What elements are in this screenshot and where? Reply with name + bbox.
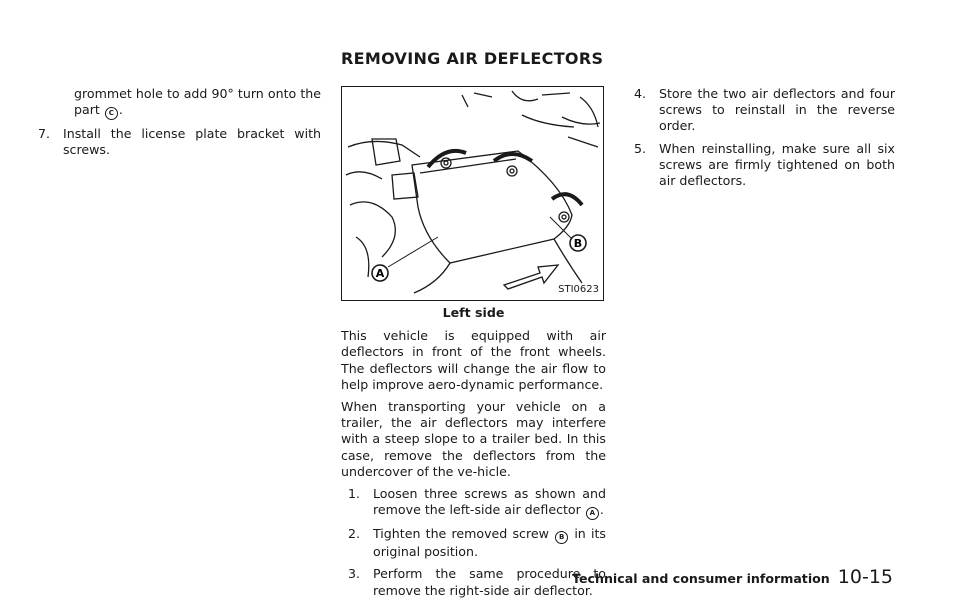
step-number: 3. xyxy=(348,566,361,582)
step-7 xyxy=(31,126,321,158)
page-number: 10-15 xyxy=(837,566,893,588)
figure-code: STI0623 xyxy=(558,283,599,295)
step-text: When reinstalling, make sure all six screws are firmly tightened on both air deflectors. xyxy=(659,140,895,189)
paragraph-intro: This vehicle is equipped with air deflectors in front of the front wheels. The deflectors will change the air flow to help improve aero-dynamic performance. xyxy=(341,328,606,392)
figure-caption: Left side xyxy=(442,305,505,320)
step-number: 5. xyxy=(634,140,647,156)
callout-a-icon: A xyxy=(586,507,599,520)
step-text: Store the two air deflectors and four screws to reinstall in the reverse order. xyxy=(659,86,895,134)
column-left xyxy=(31,86,321,165)
figure-label-b: B xyxy=(573,237,583,250)
continued-step-end: . xyxy=(118,102,123,118)
deflector-illustration xyxy=(342,87,604,301)
footer-section-title: Technical and consumer information xyxy=(572,571,830,586)
column-right xyxy=(627,86,895,195)
callout-b-icon: B xyxy=(555,531,568,544)
step-number: 7. xyxy=(38,126,51,142)
step-text: Perform the same procedure to remove the right-side air deflector. xyxy=(373,566,606,598)
step-1 xyxy=(341,486,606,520)
step-text: Tighten the removed screw xyxy=(373,526,549,542)
continued-step-text xyxy=(31,86,321,120)
step-4 xyxy=(627,86,895,135)
step-text-after: in its original position. xyxy=(373,526,606,560)
step-5 xyxy=(627,141,895,190)
page-heading: REMOVING AIR DEFLECTORS xyxy=(341,49,604,68)
page-footer xyxy=(572,566,893,588)
figure-label-a: A xyxy=(375,267,385,280)
step-text: Install the license plate bracket with screws. xyxy=(63,126,321,158)
callout-c-icon: C xyxy=(105,107,118,120)
step-3 xyxy=(341,566,606,598)
step-number: 2. xyxy=(348,526,361,542)
step-text-after: . xyxy=(599,502,604,518)
illustration-figure xyxy=(341,86,604,301)
column-middle xyxy=(341,86,606,605)
step-text: Loosen three screws as shown and remove the left-side air deflector xyxy=(373,486,606,518)
paragraph-trailer: When transporting your vehicle on a trailer, the air deflectors may interfere with a steep slope to a trailer bed. In this case, remove the deflectors from the undercover of the ve-hicle. xyxy=(341,399,606,479)
step-number: 4. xyxy=(634,86,647,101)
continued-step-line: grommet hole to add 90° turn onto the part xyxy=(74,86,321,118)
step-number: 1. xyxy=(348,486,361,502)
step-2 xyxy=(341,526,606,560)
